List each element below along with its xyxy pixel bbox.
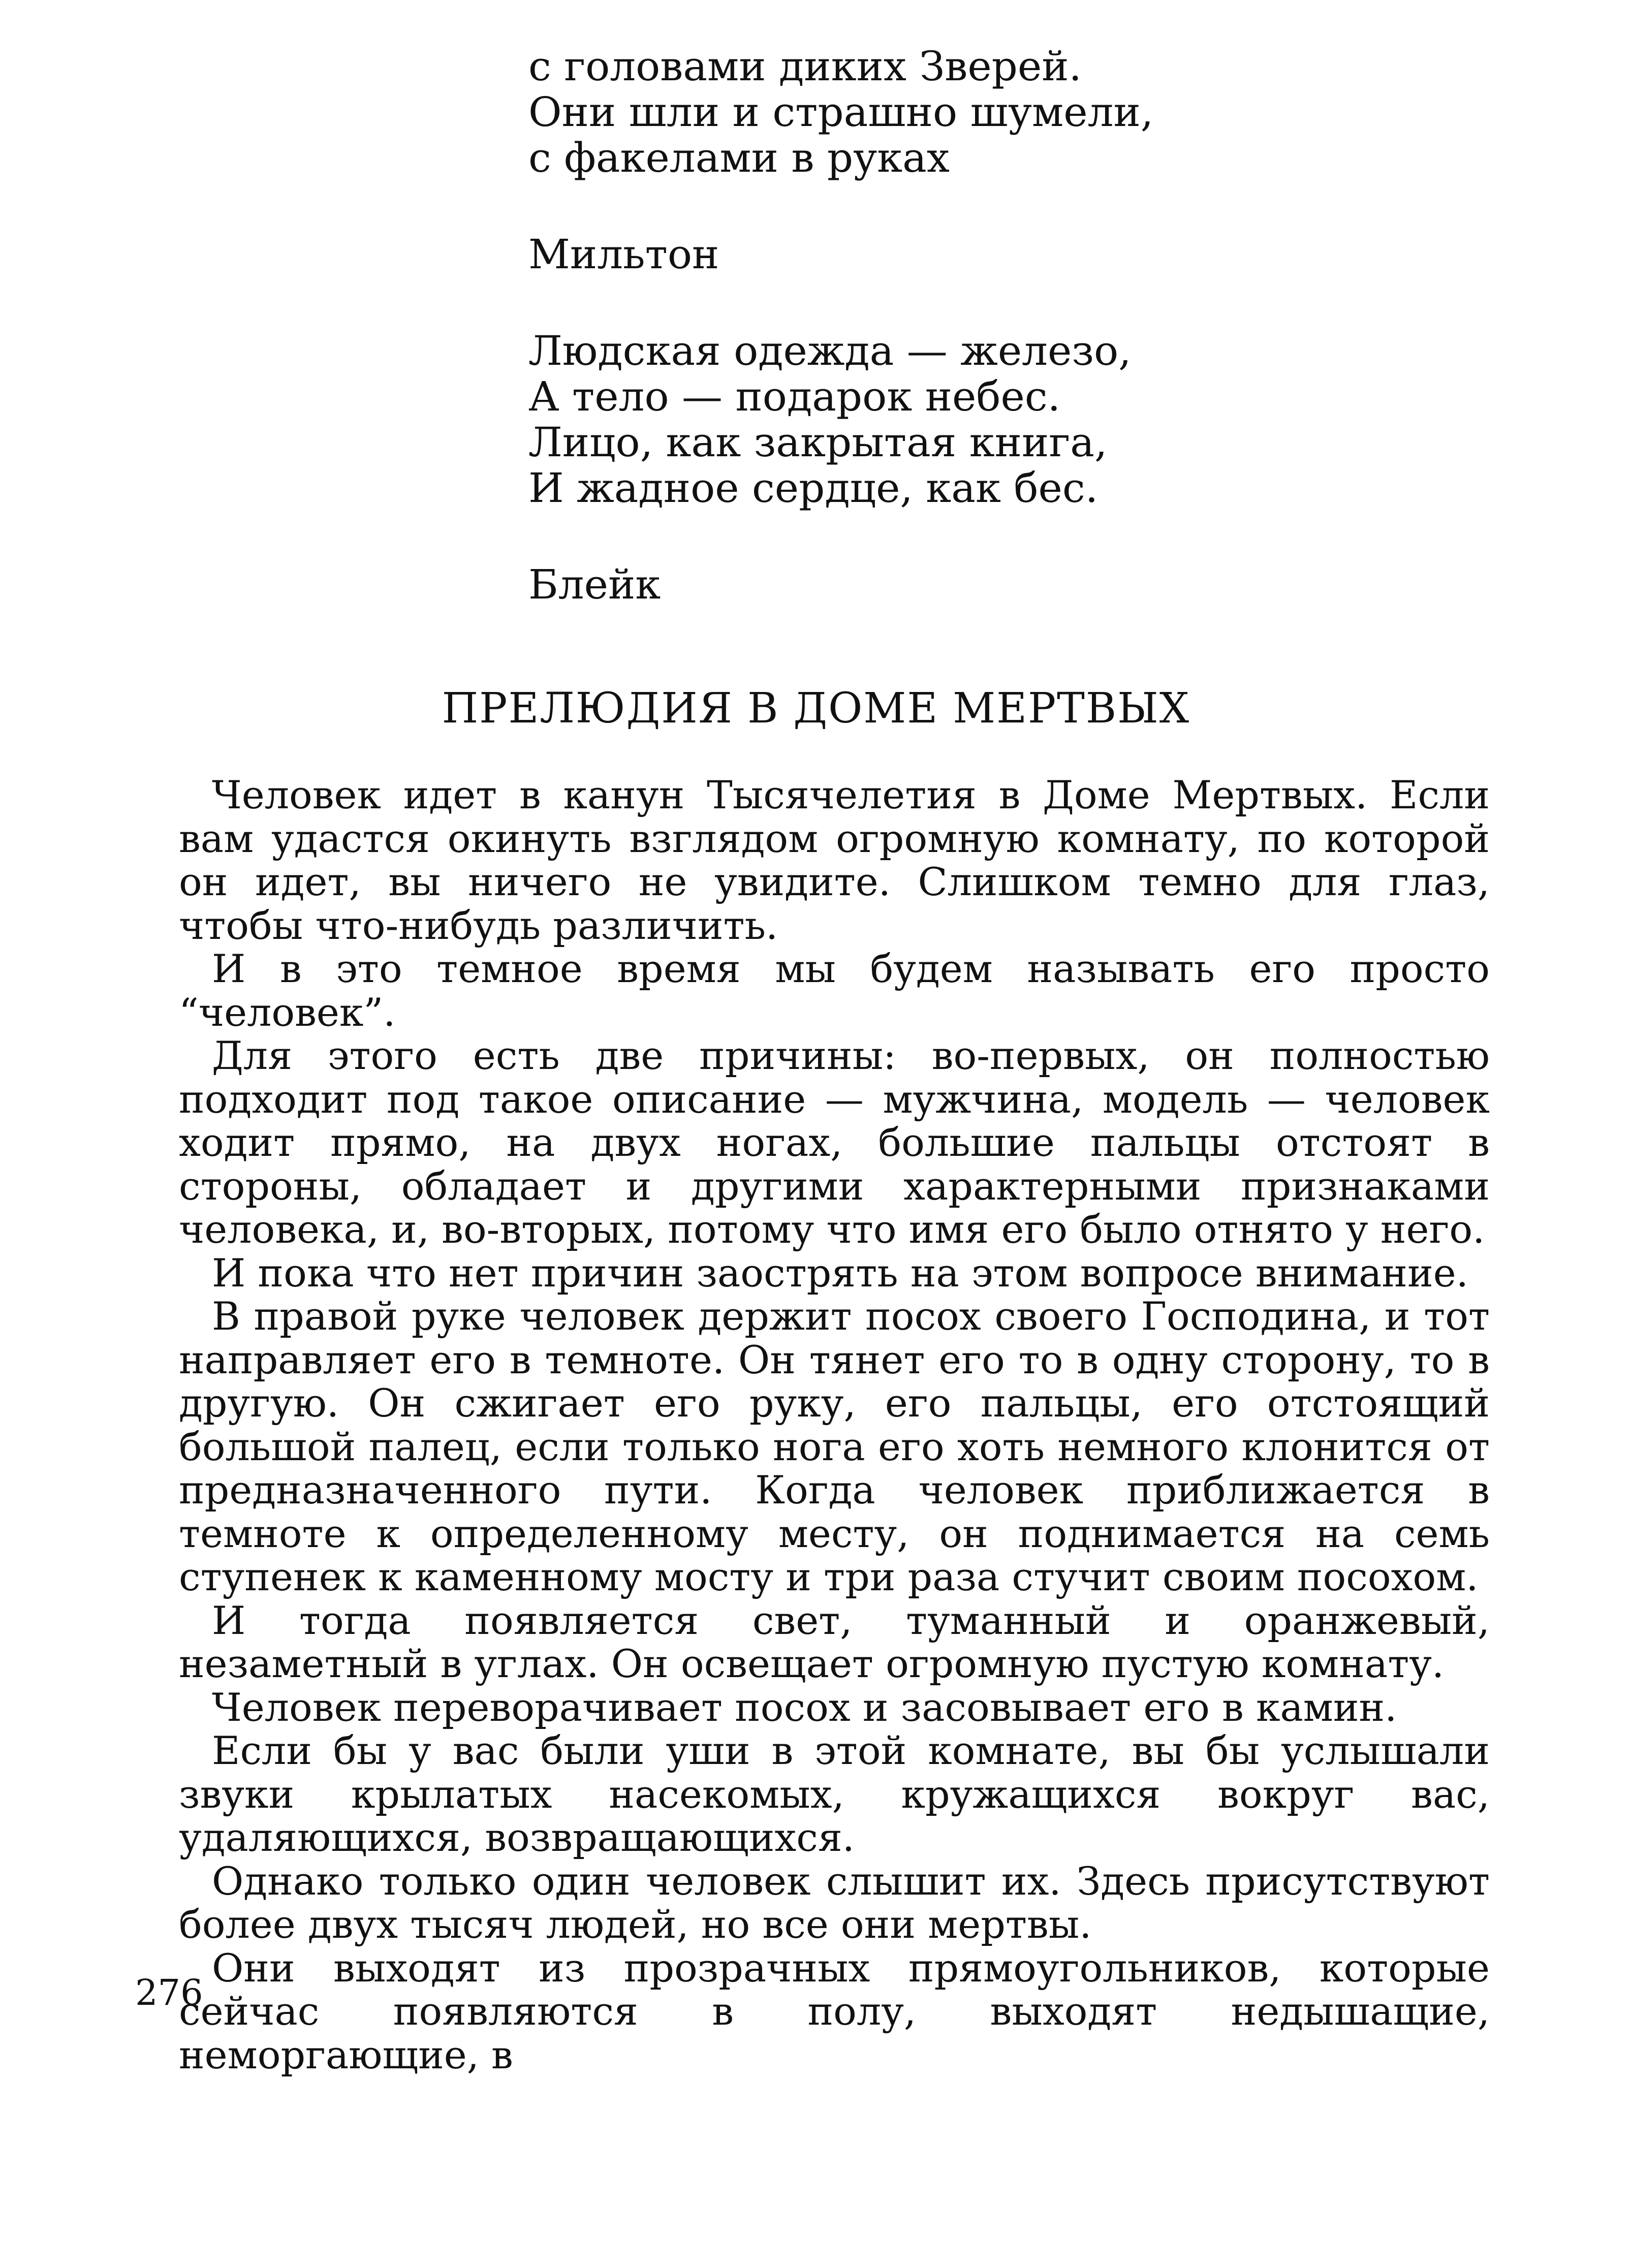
body-paragraph: Для этого есть две причины: во-первых, он полностью подходит под такое описание — мужчина, модель — человек ходит прямо, на двух ногах, большие пальцы отстоят в стороны, обладает и другими характерными признаками человека, и, во-вторых, потому что имя его было отнято у него. <box>179 1033 1490 1252</box>
epigraph-line: И жадное сердце, как бес. <box>528 464 1099 512</box>
body-paragraph: Они выходят из прозрачных прямоугольников, которые сейчас появляются в полу, выходят недышащие, неморгающие, в <box>179 1945 1490 2077</box>
chapter-body <box>179 773 1490 2076</box>
body-paragraph: Если бы у вас были уши в этой комнате, вы бы услышали звуки крылатых насекомых, кружащихся вокруг вас, удаляющихся, возвращающихся. <box>179 1728 1490 1860</box>
body-paragraph: И тогда появляется свет, туманный и оранжевый, незаметный в углах. Он освещает огромную пустую комнату. <box>179 1597 1490 1686</box>
stanza-gap <box>528 181 1494 232</box>
epigraph-line: Людская одежда — железо, <box>528 327 1132 374</box>
body-paragraph: И пока что нет причин заострять на этом вопросе внимание. <box>212 1250 1468 1296</box>
stanza-gap <box>528 277 1494 328</box>
body-paragraph: И в это темное время мы будем называть его просто “человек”. <box>179 946 1490 1035</box>
epigraph-author: Блейк <box>528 561 661 608</box>
epigraph-author: Мильтон <box>528 231 719 278</box>
body-paragraph: Однако только один человек слышит их. Здесь присутствуют более двух тысяч людей, но все они мертвы. <box>179 1858 1490 1947</box>
epigraph-block <box>528 44 1494 608</box>
body-paragraph: Человек идет в канун Тысячелетия в Доме Мертвых. Если вам удастся окинуть взглядом огромную комнату, по которой он идет, вы ничего не увидите. Слишком темно для глаз, чтобы что-нибудь различить. <box>179 772 1490 948</box>
body-paragraph: В правой руке человек держит посох своего Господина, и тот направляет его в темноте. Он тянет его то в одну сторону, то в другую. Он сжигает его руку, его пальцы, его отстоящий большой палец, если только нога его хоть немного клонится от предназначенного пути. Когда человек приближается в темноте к определенному месту, он поднимается на семь ступенек к каменному мосту и три раза стучит своим посохом. <box>179 1294 1490 1599</box>
chapter-heading: ПРЕЛЮДИЯ В ДОМЕ МЕРТВЫХ <box>442 684 1190 733</box>
epigraph-line: с факелами в руках <box>528 134 950 181</box>
epigraph-line: с головами диких Зверей. <box>528 43 1082 90</box>
body-paragraph: Человек переворачивает посох и засовывает его в камин. <box>212 1684 1397 1730</box>
epigraph-line: Они шли и страшно шумели, <box>528 88 1154 136</box>
epigraph-line: А тело — подарок небес. <box>528 373 1061 420</box>
stanza-gap <box>528 511 1494 562</box>
epigraph-line: Лицо, как закрытая книга, <box>528 419 1108 466</box>
page-number: 276 <box>135 1972 203 2013</box>
